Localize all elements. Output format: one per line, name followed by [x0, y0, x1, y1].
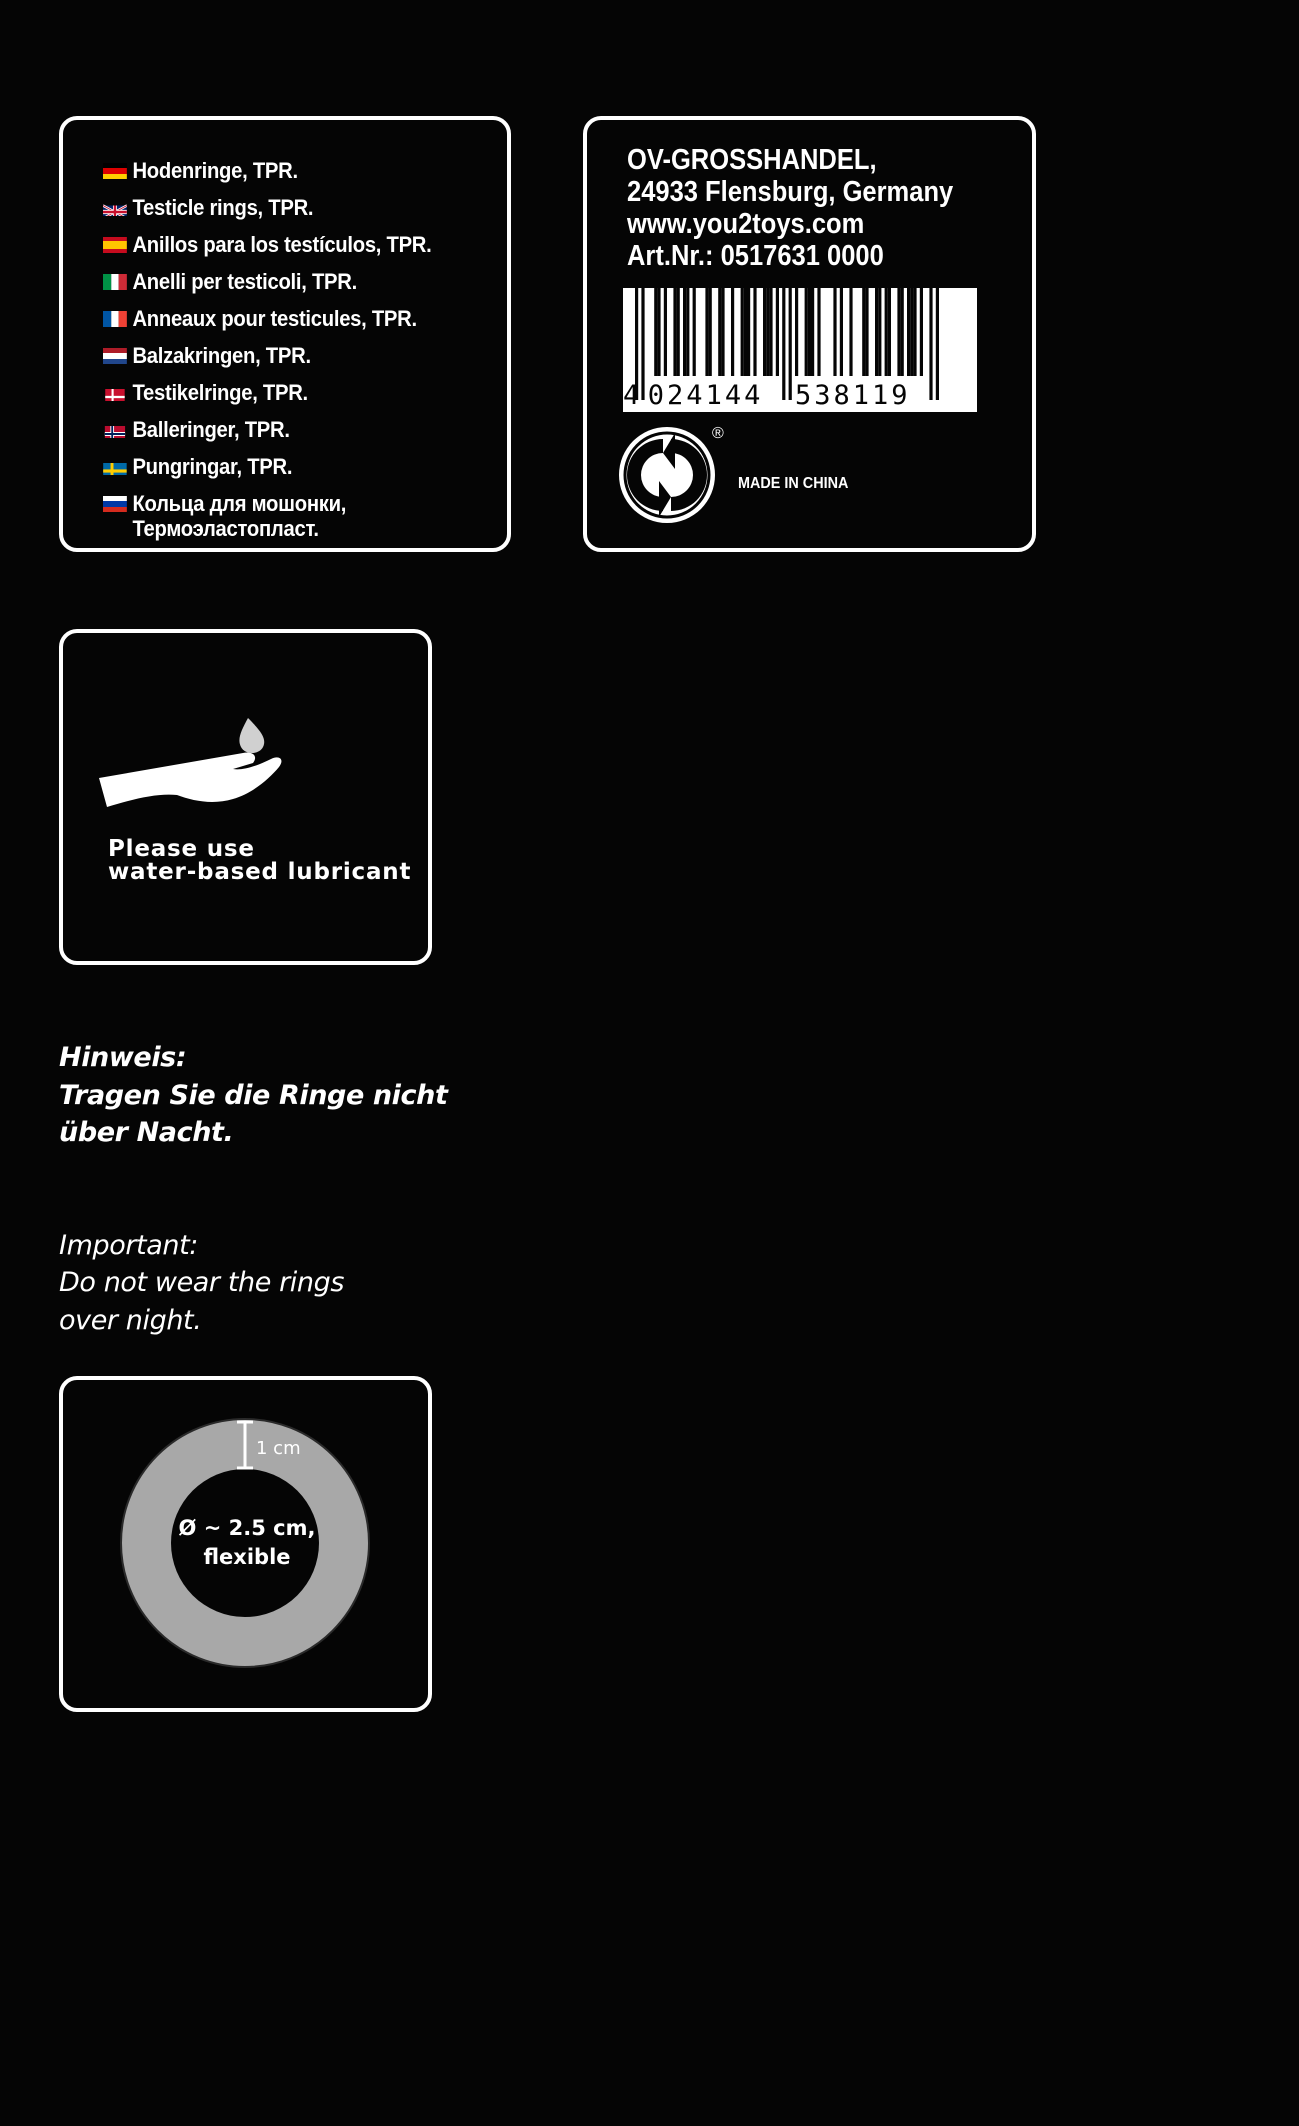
company-address-line: 24933 Flensburg, Germany — [627, 176, 954, 208]
barcode-bar — [901, 288, 904, 376]
barcode-bar — [721, 288, 724, 376]
language-label-no: Balleringer, TPR. — [132, 417, 290, 442]
barcode-bar — [811, 288, 814, 376]
barcode-bar — [673, 288, 676, 376]
notice-english — [59, 1227, 447, 1340]
barcode-bar — [731, 288, 734, 376]
barcode-bar — [705, 288, 708, 376]
list-item — [103, 195, 432, 232]
barcode-bar — [766, 288, 769, 376]
barcode-bar — [913, 288, 916, 376]
barcode-bar — [693, 288, 696, 376]
registered-mark: ® — [712, 425, 724, 442]
barcode-bar — [840, 288, 843, 376]
barcode-bar — [907, 288, 910, 376]
danish-flag-icon — [103, 385, 127, 401]
barcode-bar — [654, 288, 657, 376]
barcode-bar — [817, 288, 820, 376]
list-item — [103, 269, 432, 306]
barcode-digits-left: 024144 — [647, 380, 764, 411]
barcode-bar — [664, 288, 667, 376]
ring-dimensions-panel — [59, 1376, 432, 1712]
barcode-bar — [865, 288, 868, 376]
language-label-it: Anelli per testicoli, TPR. — [132, 269, 357, 294]
language-label-ru-line2: Термоэластопласт. — [132, 516, 319, 541]
lubricant-line2: water-based lubricant — [108, 859, 412, 885]
barcode-bar — [657, 288, 660, 376]
list-item — [103, 454, 432, 491]
barcode-bar — [897, 288, 900, 376]
lubricant-panel — [59, 629, 432, 965]
barcode-bar — [885, 288, 888, 376]
list-item — [103, 417, 432, 454]
language-label-es: Anillos para los testículos, TPR. — [132, 232, 432, 257]
notice-section — [59, 1039, 447, 1339]
barcode-bar — [888, 288, 891, 376]
notice-en-title: Important: — [59, 1229, 198, 1261]
made-in-label: MADE IN CHINA — [738, 475, 849, 492]
spanish-flag-icon — [103, 237, 127, 253]
language-label-en: Testicle rings, TPR. — [132, 195, 314, 220]
barcode-bar — [833, 288, 836, 376]
language-label-fr: Anneaux pour testicules, TPR. — [132, 306, 417, 331]
barcode-bar — [878, 288, 881, 376]
barcode-bar — [929, 288, 932, 400]
barcode-bar — [795, 288, 798, 376]
barcode-bar — [744, 288, 747, 376]
list-item — [103, 380, 432, 417]
notice-de-line1: Tragen Sie die Ringe nicht — [59, 1079, 448, 1111]
lubricant-text — [108, 838, 411, 884]
language-label-dk: Testikelringe, TPR. — [132, 380, 308, 405]
barcode-bar — [741, 288, 744, 376]
article-number: Art.Nr.: 0517631 0000 — [627, 240, 884, 272]
barcode-bar — [808, 288, 811, 376]
barcode-bar — [776, 288, 779, 376]
ring-hole — [171, 1469, 319, 1617]
notice-en-line2: over night. — [59, 1304, 202, 1336]
barcode-bar — [686, 288, 689, 376]
barcode-bar — [805, 288, 808, 376]
language-label-se: Pungringar, TPR. — [132, 454, 293, 479]
barcode-bar — [782, 288, 785, 400]
product-languages-panel — [59, 116, 511, 552]
russian-flag-icon — [103, 496, 127, 512]
barcode-bar — [677, 288, 680, 376]
company-info-panel — [583, 116, 1036, 552]
ring-diameter-line2: flexible — [203, 1545, 291, 1569]
company-address — [627, 144, 953, 272]
green-dot-recycling-icon — [617, 425, 717, 525]
company-website: www.you2toys.com — [627, 208, 865, 240]
norwegian-flag-icon — [103, 422, 127, 438]
notice-german — [59, 1039, 447, 1152]
german-flag-icon — [103, 163, 127, 179]
ring-diameter-line1: Ø ~ 2.5 cm, — [178, 1516, 316, 1540]
barcode-bar — [920, 288, 923, 376]
barcode-bar — [862, 288, 865, 376]
barcode-bar — [789, 288, 792, 400]
barcode-bar — [769, 288, 772, 376]
list-item — [103, 491, 432, 543]
dutch-flag-icon — [103, 348, 127, 364]
italian-flag-icon — [103, 274, 127, 290]
language-label-ru — [132, 491, 346, 541]
notice-en-line1: Do not wear the rings — [59, 1267, 345, 1298]
notice-de-line2: über Nacht. — [59, 1117, 234, 1148]
barcode-bar — [718, 288, 721, 376]
french-flag-icon — [103, 311, 127, 327]
ring-width-label: 1 cm — [256, 1438, 301, 1459]
language-label-de: Hodenringe, TPR. — [132, 158, 298, 183]
barcode-bar — [683, 288, 686, 376]
list-item — [103, 232, 432, 269]
barcode-bar — [753, 288, 756, 376]
barcode-bar — [709, 288, 712, 376]
list-item — [103, 306, 432, 343]
notice-de-title: Hinweis: — [59, 1042, 187, 1073]
barcode-bar — [936, 288, 939, 400]
swedish-flag-icon — [103, 459, 127, 475]
barcode-bar — [763, 288, 766, 376]
language-label-ru-line1: Кольца для мошонки, — [132, 491, 347, 516]
barcode-bar — [747, 288, 750, 376]
barcode-digits-right: 538119 — [795, 380, 911, 411]
barcode — [623, 288, 977, 412]
language-list — [103, 158, 460, 543]
barcode-bar — [875, 288, 878, 376]
list-item — [103, 343, 432, 380]
hand-with-droplet-icon — [93, 703, 353, 833]
ring-diagram — [63, 1380, 428, 1708]
lubricant-line1: Please use — [108, 836, 255, 862]
list-item — [103, 158, 432, 195]
company-name: OV-GROSSHANDEL, — [627, 144, 877, 176]
barcode-bar — [849, 288, 852, 376]
uk-flag-icon — [103, 200, 127, 216]
barcode-digit-first: 4 — [623, 380, 643, 411]
barcode-bar — [910, 288, 913, 376]
language-label-nl: Balzakringen, TPR. — [132, 343, 311, 368]
